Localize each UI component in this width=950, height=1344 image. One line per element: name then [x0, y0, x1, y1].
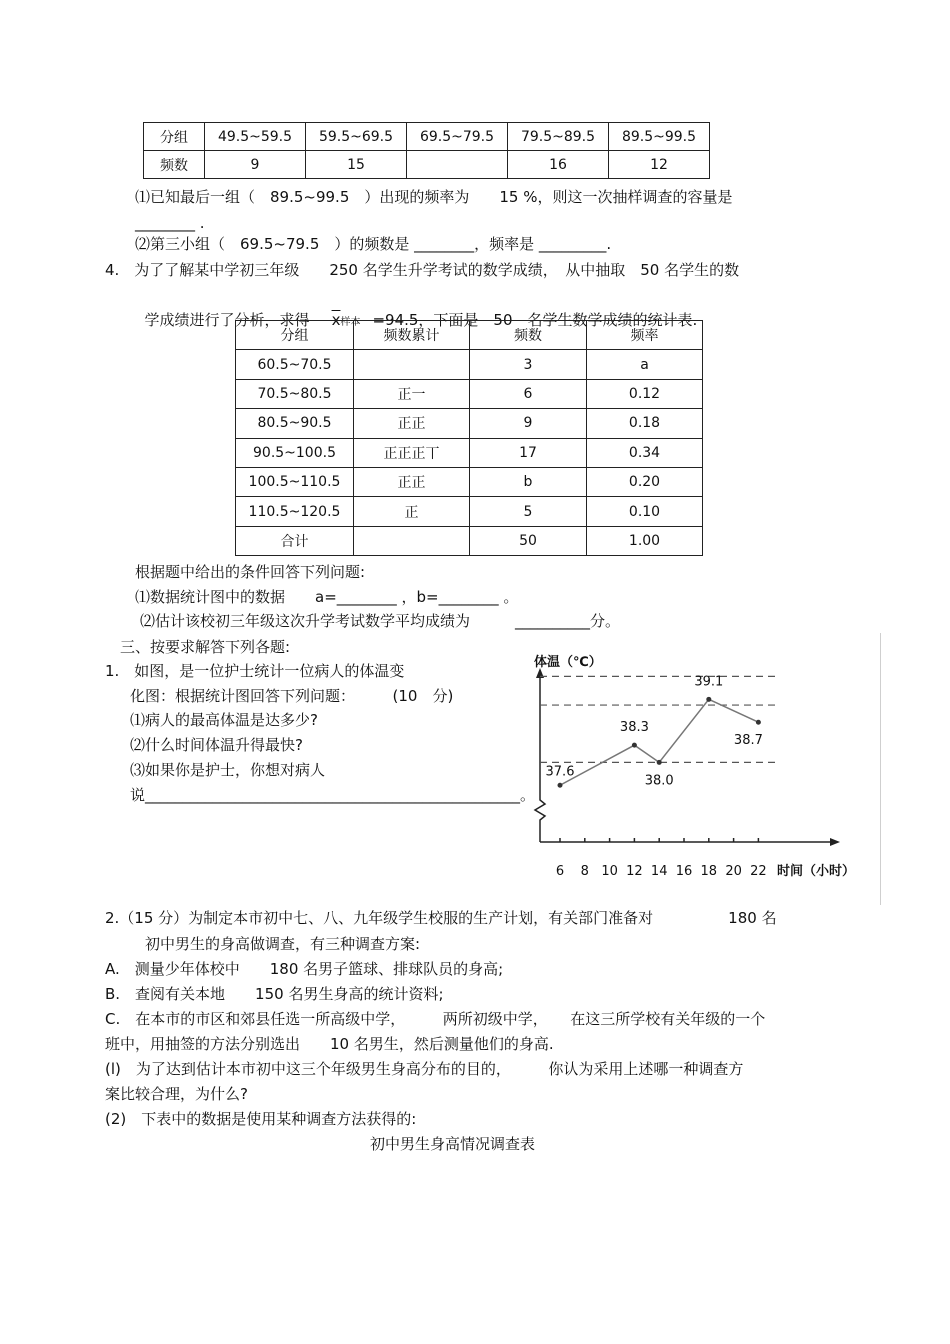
table-cell: 3 [470, 350, 587, 379]
x-axis-label: 时间（小时） [777, 864, 856, 879]
table-cell: 0.12 [587, 379, 703, 408]
data-label: 39.1 [694, 674, 724, 690]
table-cell: 正正 [354, 467, 470, 496]
data-label: 38.7 [733, 733, 763, 749]
x-tick-label: 10 [601, 864, 618, 879]
table-row [236, 379, 703, 408]
table-cell: 15 [306, 151, 407, 179]
frequency-table-1 [143, 122, 710, 179]
x-tick-label: 22 [750, 864, 767, 879]
data-point [756, 720, 761, 725]
data-label: 37.6 [545, 764, 575, 780]
data-point [657, 760, 662, 765]
table-cell: 70.5~80.5 [236, 379, 354, 408]
table-cell: 60.5~70.5 [236, 350, 354, 379]
problem-2-question-1-cont: 案比较合理，为什么? [105, 1085, 248, 1103]
question-4-text-b: =94.5，下面是 50 名学生数学成绩的统计表. [372, 311, 698, 329]
table-cell [407, 151, 508, 179]
question-4-1: ⑴数据统计图中的数据 a=________ ，b=________ 。 [135, 588, 519, 606]
table-cell: 50 [470, 526, 587, 555]
question-3-2: ⑵第三小组（ 69.5~79.5 ）的频数是 ________，频率是 _________. [135, 235, 612, 253]
table-header-cell: 频率 [587, 321, 703, 350]
table-row [236, 438, 703, 467]
table-header-cell: 频数累计 [354, 321, 470, 350]
table-cell: 合计 [236, 526, 354, 555]
temperature-line-chart [520, 640, 870, 888]
problem-1-question-3: ⑶如果你是护士，你想对病人 [130, 761, 326, 779]
sample-mean-subscript: 样本 [340, 317, 361, 328]
table-row [236, 526, 703, 555]
x-tick-label: 14 [650, 864, 668, 879]
table-cell: 100.5~110.5 [236, 467, 354, 496]
question-4-line-1: 4. 为了了解某中学初三年级 250 名学生升学考试的数学成绩， 从中抽取 50 名学生的数 [105, 261, 740, 279]
question-3-1-line-1: ⑴已知最后一组（ 89.5~99.5 ）出现的频率为 15 %，则这一次抽样调查的容量是 [135, 188, 733, 206]
question-3-1-line-2: ________ . [135, 214, 205, 232]
table-row [236, 350, 703, 379]
table-cell: 正 [354, 497, 470, 526]
table-cell: 90.5~100.5 [236, 438, 354, 467]
x-tick-label: 16 [675, 864, 693, 879]
table-row-label: 频数 [144, 151, 205, 179]
x-tick-label: 12 [626, 864, 643, 879]
table-cell: 80.5~90.5 [236, 409, 354, 438]
data-label: 38.0 [644, 773, 674, 789]
option-c-line-1: C. 在本市的市区和郊县任选一所高级中学， 两所初级中学， 在这三所学校有关年级的一个 [105, 1010, 766, 1028]
section-3-heading: 三、按要求解答下列各题: [120, 638, 291, 656]
table-cell: 0.34 [587, 438, 703, 467]
table-row [236, 321, 703, 350]
table-cell: 5 [470, 497, 587, 526]
problem-1-line-1: 1. 如图，是一位护士统计一位病人的体温变 [105, 662, 405, 680]
problem-2-question-2: (2) 下表中的数据是使用某种调查方法获得的: [105, 1110, 417, 1128]
table-row [144, 151, 710, 179]
problem-1-question-2: ⑵什么时间体温升得最快? [130, 736, 303, 754]
problem-2-question-1: (l) 为了达到估计本市初中这三个年级男生身高分布的目的， 你认为采用上述哪一种调查方 [105, 1060, 744, 1078]
survey-table-title: 初中男生身高情况调查表 [370, 1135, 536, 1153]
table-header-cell: 49.5~59.5 [205, 123, 306, 151]
table-cell: 16 [508, 151, 609, 179]
statistics-table [235, 320, 703, 556]
table-cell: 17 [470, 438, 587, 467]
data-point [632, 743, 637, 748]
question-4-text-a: 学成绩进行了分析，求得 [144, 311, 310, 329]
table-cell: 0.20 [587, 467, 703, 496]
table-cell: a [587, 350, 703, 379]
table-cell: 0.18 [587, 409, 703, 438]
problem-1-question-1: ⑴病人的最高体温是达多少? [130, 711, 318, 729]
y-axis-label: 体温（℃） [534, 655, 602, 670]
table-row [236, 497, 703, 526]
table-header-cell: 分组 [236, 321, 354, 350]
x-tick-label: 20 [725, 864, 742, 879]
table-cell: 9 [470, 409, 587, 438]
table-cell: 110.5~120.5 [236, 497, 354, 526]
x-axis-arrow [830, 838, 840, 846]
problem-1-question-3-answer: 说__________________________________________________。 [130, 786, 536, 804]
sample-mean-symbol: $\overline{x}$ [331, 311, 341, 329]
table-cell: 正一 [354, 379, 470, 408]
data-label: 38.3 [619, 720, 649, 736]
table-cell [354, 350, 470, 379]
table-cell: 12 [609, 151, 710, 179]
x-tick-label: 8 [580, 864, 589, 879]
problem-2-line-1: 2.（15 分）为制定本市初中七、八、九年级学生校服的生产计划，有关部门准备对 180 名 [105, 909, 777, 927]
table-cell: 正正 [354, 409, 470, 438]
y-axis [535, 674, 545, 842]
x-tick-label: 18 [700, 864, 718, 879]
table-row [236, 409, 703, 438]
table-cell: 6 [470, 379, 587, 408]
problem-2-line-2: 初中男生的身高做调查，有三种调查方案: [145, 935, 421, 953]
x-tick-label: 6 [555, 864, 565, 879]
table-cell: 正正正丅 [354, 438, 470, 467]
table-row [144, 123, 710, 151]
table-cell [354, 526, 470, 555]
option-c-line-2: 班中，用抽签的方法分别选出 10 名男生，然后测量他们的身高. [105, 1035, 554, 1053]
table-header-cell: 69.5~79.5 [407, 123, 508, 151]
question-4-2: ⑵估计该校初三年级这次升学考试数学平均成绩为 __________分。 [140, 612, 621, 630]
option-b: B. 查阅有关本地 150 名男生身高的统计资料; [105, 985, 444, 1003]
table-header-cell: 59.5~69.5 [306, 123, 407, 151]
table-header-cell: 频数 [470, 321, 587, 350]
problem-1-line-2: 化图：根据统计图回答下列问题： (10 分) [130, 687, 454, 705]
table-header-cell: 89.5~99.5 [609, 123, 710, 151]
divider [880, 633, 881, 905]
table-row [236, 467, 703, 496]
data-point [558, 783, 563, 788]
table-cell: 9 [205, 151, 306, 179]
table-cell: 0.10 [587, 497, 703, 526]
option-a: A. 测量少年体校中 180 名男子篮球、排球队员的身高; [105, 960, 504, 978]
table-cell: b [470, 467, 587, 496]
question-4-prompt: 根据题中给出的条件回答下列问题: [135, 563, 366, 581]
table-header-cell: 79.5~89.5 [508, 123, 609, 151]
data-point [706, 697, 711, 702]
table-cell: 1.00 [587, 526, 703, 555]
table-header-cell: 分组 [144, 123, 205, 151]
